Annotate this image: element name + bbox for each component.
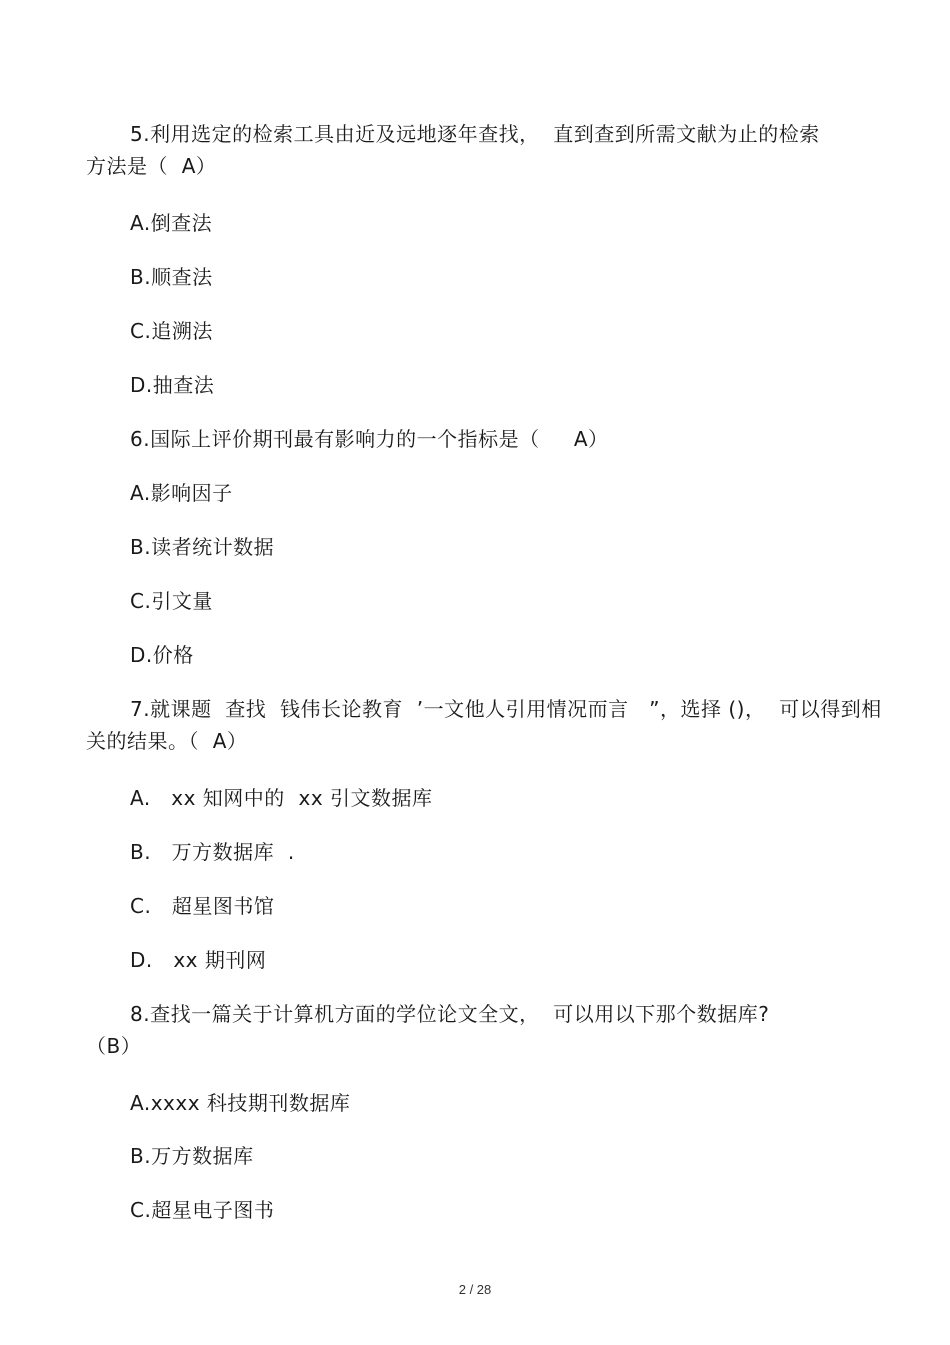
question-6-option-a: A.影响因子 bbox=[130, 481, 233, 505]
question-8-stem: 8.查找一篇关于计算机方面的学位论文全文， 可以用以下那个数据库? bbox=[130, 1002, 770, 1026]
question-5-stem: 5.利用选定的检索工具由近及远地逐年查找， 直到查到所需文献为止的检索 bbox=[130, 122, 820, 146]
question-8-option-c: C.超星电子图书 bbox=[130, 1198, 275, 1222]
question-5-option-b: B.顺查法 bbox=[130, 265, 213, 289]
page-number: 2 / 28 bbox=[458, 1282, 492, 1297]
question-6-option-c: C.引文量 bbox=[130, 589, 213, 613]
question-7-option-a: A. xx 知网中的 xx 引文数据库 bbox=[130, 786, 433, 810]
question-8-option-a: A.xxxx 科技期刊数据库 bbox=[130, 1091, 351, 1115]
question-7-option-c: C. 超星图书馆 bbox=[130, 894, 275, 918]
question-5-stem-continued: 方法是（ A） bbox=[86, 154, 217, 178]
question-6-stem: 6.国际上评价期刊最有影响力的一个指标是（ A） bbox=[130, 427, 609, 451]
question-7-stem-continued: 关的结果。（ A） bbox=[86, 729, 248, 753]
question-6-option-b: B.读者统计数据 bbox=[130, 535, 275, 559]
question-6-option-d: D.价格 bbox=[130, 643, 194, 667]
question-7-stem: 7.就课题 查找 钱伟长论教育 ’一文他人引用情况而言 ”，选择 ()， 可以得到相 bbox=[130, 697, 882, 721]
question-7-option-b: B. 万方数据库 . bbox=[130, 840, 295, 864]
question-7-option-d: D. xx 期刊网 bbox=[130, 948, 267, 972]
question-5-option-d: D.抽查法 bbox=[130, 373, 215, 397]
question-5-option-a: A.倒查法 bbox=[130, 211, 213, 235]
question-8-stem-continued: （B） bbox=[86, 1034, 142, 1058]
question-5-option-c: C.追溯法 bbox=[130, 319, 213, 343]
question-8-option-b: B.万方数据库 bbox=[130, 1144, 254, 1168]
